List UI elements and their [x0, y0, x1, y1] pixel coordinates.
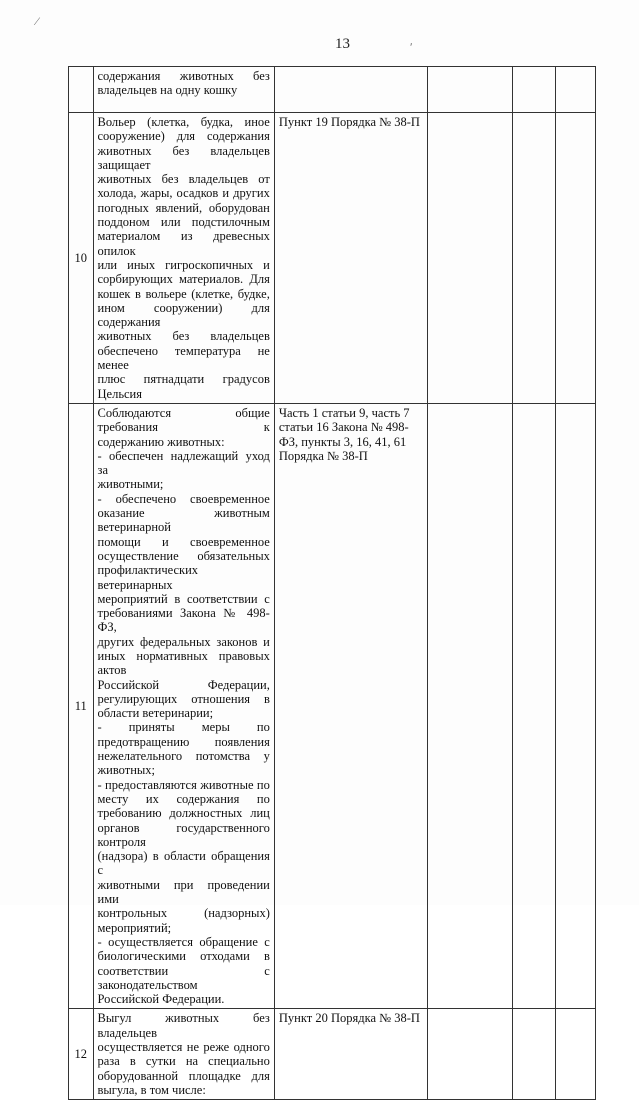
requirement-text-line: мероприятий в соответствии с [97, 591, 270, 606]
table-row [69, 403, 596, 1008]
requirement-text-line: поддоном или подстилочным [97, 215, 270, 230]
requirement-text-line: требованию должностных лиц [97, 806, 270, 821]
empty-answer-cell [555, 1009, 595, 1100]
requirement-text-line: кошек в вольере (клетке, будке, [97, 286, 270, 301]
empty-answer-cell [512, 113, 555, 404]
page-number: 13 [335, 36, 350, 52]
row-number-cell [69, 67, 94, 113]
requirement-text-line: животных без владельцев [97, 329, 270, 344]
requirement-cell [93, 1009, 274, 1100]
requirement-text-line: предотвращению появления [97, 734, 270, 749]
requirement-text-line: животных без владельцев защищает [97, 143, 270, 172]
requirement-text-line: Российской Федерации, [97, 677, 270, 692]
empty-answer-cell [427, 113, 512, 404]
requirement-text-line: содержанию животных: [97, 434, 225, 449]
requirement-text-line: Вольер (клетка, будка, иное [97, 115, 270, 129]
requirement-text-line: соответствии с законодательством [97, 963, 270, 992]
requirement-text-line: животными; [97, 477, 164, 492]
row-number-cell: 12 [69, 1009, 94, 1100]
requirement-cell [93, 403, 274, 1008]
requirement-text-line: - осуществляется обращение с [97, 934, 270, 949]
requirement-text-line: помощи и своевременное [97, 534, 270, 549]
requirement-text-line: или иных гигроскопичных и [97, 257, 270, 272]
legal-reference-cell: Пункт 19 Порядка № 38-П [274, 113, 427, 404]
legal-reference-cell: Пункт 20 Порядка № 38-П [274, 1009, 427, 1100]
requirement-text-line: иных нормативных правовых актов [97, 648, 270, 678]
requirements-table [68, 66, 596, 1100]
requirement-text-line: раза в сутки на специально [97, 1054, 270, 1069]
requirement-text-line: месту их содержания по [97, 791, 270, 806]
requirement-text-line: - обеспечено своевременное [97, 491, 270, 506]
scan-artifact-mark: ʹ [410, 40, 413, 54]
requirement-text-line: животными при проведении ими [97, 877, 270, 907]
requirement-text-line: требованиями Закона № 498-ФЗ, [97, 606, 270, 635]
requirement-text-line: оказание животным ветеринарной [97, 506, 270, 535]
requirement-text-line: владельцев на одну кошку [97, 83, 238, 98]
requirement-text-line: профилактических ветеринарных [97, 563, 199, 592]
requirements-table-body [69, 67, 596, 1100]
requirement-text-line: выгула, в том числе: [97, 1082, 206, 1097]
requirement-text-line: плюс пятнадцати градусов Цельсия [97, 372, 270, 401]
empty-answer-cell [427, 1009, 512, 1100]
requirement-text-line: мероприятий; [97, 920, 172, 935]
requirement-text-line: Соблюдаются общие требования к [97, 405, 270, 435]
requirement-text-line: - предоставляются животные по [97, 777, 270, 792]
requirement-text-line: Выгул животных без владельцев [97, 1011, 270, 1040]
requirement-text-line: области ветеринарии; [97, 706, 214, 721]
legal-reference-cell: Часть 1 статьи 9, часть 7 статьи 16 Закона № 498-ФЗ, пункты 3, 16, 41, 61 Порядка № 38-П [274, 403, 427, 1008]
requirement-text-line: биологическими отходами в [97, 949, 270, 964]
empty-answer-cell [512, 1009, 555, 1100]
table-row [69, 67, 596, 113]
empty-answer-cell [427, 403, 512, 1008]
empty-answer-cell [555, 67, 595, 113]
requirement-text-line: осуществляется не реже одного [97, 1040, 270, 1054]
requirement-text-line: обеспечено температура не менее [97, 343, 270, 373]
requirement-text-line: осуществление обязательных [97, 548, 270, 563]
requirement-text-line: - обеспечен надлежащий уход за [97, 448, 270, 478]
row-number-cell: 11 [69, 403, 94, 1008]
requirement-text-line: органов государственного контроля [97, 820, 270, 849]
requirement-cell [93, 113, 274, 404]
requirement-text-line: нежелательного потомства у [97, 749, 270, 764]
empty-answer-cell [555, 403, 595, 1008]
requirement-text-line: животных; [97, 763, 156, 778]
requirement-text-line: оборудованной площадке для [97, 1068, 270, 1083]
empty-answer-cell [427, 67, 512, 113]
requirement-text-line: регулирующих отношения в [97, 691, 270, 706]
requirement-text-line: контрольных (надзорных) [97, 906, 270, 921]
requirement-text-line: сорбирующих материалов. Для [97, 272, 270, 287]
requirement-text-line: ином сооружении) для содержания [97, 300, 270, 330]
legal-reference-cell [274, 67, 427, 113]
table-row [69, 113, 596, 404]
requirement-text-line: материалом из древесных опилок [97, 229, 270, 258]
requirement-text-line: содержания животных без [97, 69, 270, 83]
scan-artifact-mark: ⁄ [36, 14, 39, 28]
requirement-text-line: (надзора) в области обращения с [97, 849, 270, 878]
row-number-cell: 10 [69, 113, 94, 404]
empty-answer-cell [512, 67, 555, 113]
requirement-text-line: Российской Федерации. [97, 992, 225, 1007]
empty-answer-cell [555, 113, 595, 404]
requirement-text-line: - приняты меры по [97, 720, 270, 735]
requirement-text-line: сооружение) для содержания [97, 129, 270, 144]
requirement-cell [93, 67, 274, 113]
requirement-text-line: холода, жары, осадков и других [97, 186, 270, 201]
requirement-text-line: животных без владельцев от [97, 172, 270, 187]
empty-answer-cell [512, 403, 555, 1008]
requirement-text-line: других федеральных законов и [97, 634, 270, 649]
requirement-text-line: погодных явлений, оборудован [97, 200, 270, 215]
table-row [69, 1009, 596, 1100]
